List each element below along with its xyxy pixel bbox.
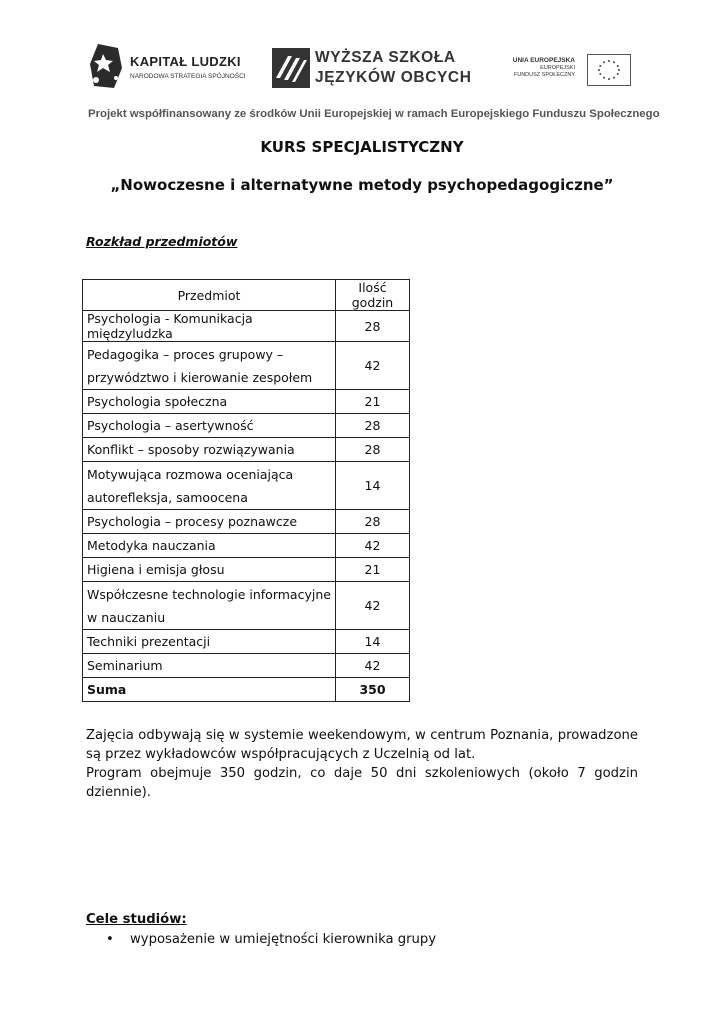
subject-cell: Psychologia społeczna <box>83 390 336 414</box>
table-row <box>83 510 410 534</box>
subject-cell: Seminarium <box>83 654 336 678</box>
table-row <box>83 534 410 558</box>
hours-cell: 42 <box>336 342 410 390</box>
description-paragraph-1: Zajęcia odbywają się w systemie weekendowym, w centrum Poznania, prowadzone są przez wykładowców współpracujących z Uczelnią od lat. <box>86 728 638 762</box>
school-name-line2: JĘZYKÓW OBCYCH <box>315 69 472 86</box>
kapital-ludzki-emblem-icon <box>88 42 126 92</box>
subject-cell <box>83 462 336 510</box>
eu-logo <box>491 54 633 94</box>
table-row <box>83 558 410 582</box>
subject-cell: Techniki prezentacji <box>83 630 336 654</box>
description-paragraph-2: Program obejmuje 350 godzin, co daje 50 dni szkoleniowych (około 7 godzin dziennie). <box>86 766 638 800</box>
sum-hours: 350 <box>336 678 410 702</box>
eu-fund-label-1: EUROPEJSKI <box>540 65 575 71</box>
eu-flag-icon <box>587 54 631 86</box>
eu-union-label: UNIA EUROPEJSKA <box>512 57 575 64</box>
table-row <box>83 654 410 678</box>
hours-cell: 28 <box>336 311 410 342</box>
table-row <box>83 311 410 342</box>
subject-line: Motywująca rozmowa oceniająca <box>87 466 294 482</box>
table-row <box>83 582 410 630</box>
school-name-line1: WYŻSZA SZKOŁA <box>315 49 456 66</box>
header-logos <box>88 42 633 98</box>
subject-cell: Metodyka nauczania <box>83 534 336 558</box>
goals-list <box>86 930 436 949</box>
subject-cell <box>83 582 336 630</box>
subject-cell: Konflikt – sposoby rozwiązywania <box>83 438 336 462</box>
course-subtitle: „Nowoczesne i alternatywne metody psychopedagogiczne” <box>110 176 614 194</box>
table-sum-row <box>83 678 410 702</box>
course-title: KURS SPECJALISTYCZNY <box>260 138 464 156</box>
schedule-heading: Rozkład przedmiotów <box>86 234 238 249</box>
column-header-hours: Ilość godzin <box>336 280 410 311</box>
hours-cell: 21 <box>336 390 410 414</box>
list-item <box>86 930 436 949</box>
kapital-ludzki-logo <box>88 42 258 92</box>
eu-text <box>513 56 575 79</box>
subject-cell: Higiena i emisja głosu <box>83 558 336 582</box>
subject-cell: Psychologia – asertywność <box>83 414 336 438</box>
subject-line: autorefleksja, samoocena <box>87 489 248 505</box>
hours-cell: 28 <box>336 438 410 462</box>
hours-cell: 42 <box>336 582 410 630</box>
kapital-ludzki-subtitle: NARODOWA STRATEGIA SPÓJNOŚCI <box>130 73 246 80</box>
subject-line: Współczesne technologie informacyjne <box>87 586 331 602</box>
subject-cell: Psychologia – procesy poznawcze <box>83 510 336 534</box>
subject-cell <box>83 342 336 390</box>
eu-fund-label-2: FUNDUSZ SPOŁECZNY <box>513 72 575 78</box>
hours-cell: 21 <box>336 558 410 582</box>
description <box>86 726 638 802</box>
subject-cell: Psychologia - Komunikacja międzyludzka <box>83 311 336 342</box>
hours-cell: 42 <box>336 534 410 558</box>
table-row <box>83 630 410 654</box>
table-row <box>83 390 410 414</box>
sum-label: Suma <box>83 678 336 702</box>
goal-text: wyposażenie w umiejętności kierownika grupy <box>130 932 437 947</box>
cofinancing-note: Projekt współfinansowany ze środków Unii Europejskiej w ramach Europejskiego Funduszu Społecznego <box>88 108 660 120</box>
hours-cell: 42 <box>336 654 410 678</box>
hours-cell: 28 <box>336 510 410 534</box>
subject-line: w nauczaniu <box>87 609 166 625</box>
table-row <box>83 414 410 438</box>
table-row <box>83 438 410 462</box>
hours-cell: 14 <box>336 462 410 510</box>
table-row <box>83 342 410 390</box>
table-header-row <box>83 280 410 311</box>
column-header-subject: Przedmiot <box>83 280 336 311</box>
subject-line: Pedagogika – proces grupowy – <box>87 346 284 362</box>
school-logo <box>272 44 472 92</box>
bullet-icon: • <box>106 932 114 947</box>
goals-heading: Cele studiów: <box>86 912 187 927</box>
school-emblem-icon <box>272 48 310 88</box>
table-row <box>83 462 410 510</box>
hours-cell: 28 <box>336 414 410 438</box>
kapital-ludzki-title: KAPITAŁ LUDZKI <box>130 54 241 69</box>
hours-cell: 14 <box>336 630 410 654</box>
subject-line: przywództwo i kierowanie zespołem <box>87 369 313 385</box>
subjects-table <box>82 279 410 702</box>
